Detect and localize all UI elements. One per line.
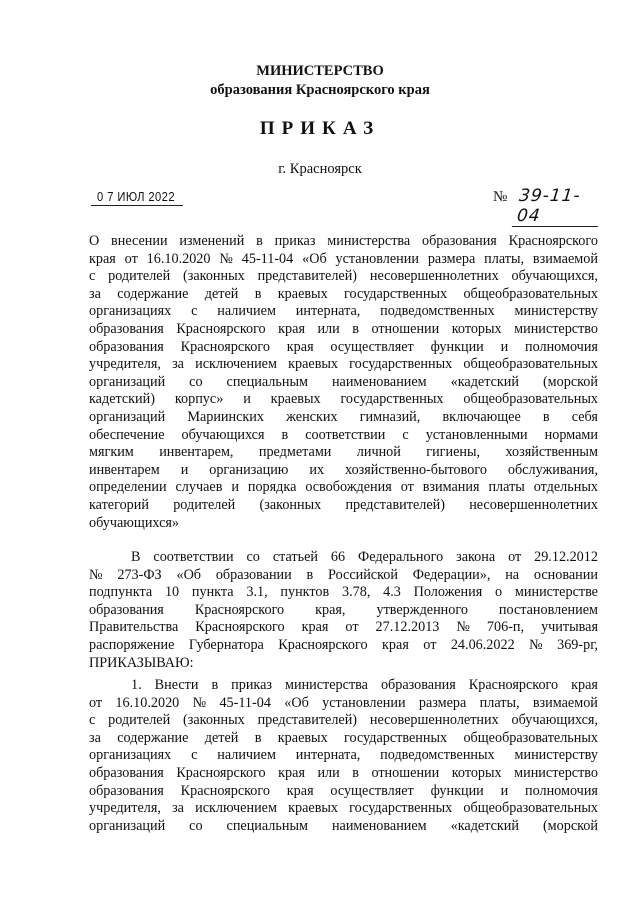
text-line: определении случаев и порядка освобождения от взимания платы отдельных xyxy=(89,479,598,496)
text-line: Правительства Красноярского края от 27.12.2013 № 706-п, учитывая xyxy=(89,619,598,636)
text-line: обеспечение обучающихся в соответствии с установленными нормами xyxy=(89,426,598,443)
text-line: с родителей (законных представителей) несовершеннолетних обучающихся, xyxy=(89,712,598,729)
text-line: ПРИКАЗЫВАЮ: xyxy=(89,654,194,671)
document-date: 0 7 ИЮЛ 2022 xyxy=(91,189,183,206)
text-line: от 16.10.2020 № 45-11-04 «Об установлении размера платы, взимаемой xyxy=(89,694,598,711)
ministry-subtitle: образования Красноярского края xyxy=(210,82,430,98)
text-line: распоряжение Губернатора Красноярского края от 24.06.2022 № 369-рг, xyxy=(89,636,598,653)
text-line: подпункта 10 пункта 3.1, пунктов 3.78, 4.3 Положения о министерстве xyxy=(89,584,598,601)
number-sign: № xyxy=(493,189,508,205)
text-line: организаций со специальным наименованием «кадетский (морской xyxy=(89,373,598,390)
text-line: за содержание детей в краевых государственных общеобразовательных xyxy=(89,729,598,746)
text-line: образования Красноярского края осуществляет функции и полномочия xyxy=(89,782,598,799)
text-line: мягким инвентарем, предметами личной гигиены, хозяйственным xyxy=(89,444,598,461)
text-line: № 273-ФЗ «Об образовании в Российской Федерации», на основании xyxy=(89,566,598,583)
text-line: 1. Внести в приказ министерства образования Красноярского края xyxy=(131,677,598,693)
text-line: учредителя, за исключением краевых государственных общеобразовательных xyxy=(89,800,598,817)
text-line: образования Красноярского края или в отношении которых министерство xyxy=(89,320,598,337)
text-line: с родителей (законных представителей) несовершеннолетних обучающихся, xyxy=(89,268,598,285)
text-line: О внесении изменений в приказ министерства образования Красноярского xyxy=(89,233,598,249)
text-line: В соответствии со статьей 66 Федерального закона от 29.12.2012 xyxy=(131,549,598,565)
text-line: за содержание детей в краевых государственных общеобразовательных xyxy=(89,285,598,302)
document-type-title: ПРИКАЗ xyxy=(259,118,381,139)
text-line: организациях с наличием интерната, подведомственных министерству xyxy=(89,747,598,764)
order-subject xyxy=(89,233,598,532)
text-line: организаций Мариинских женских гимназий, включающее в себя xyxy=(89,408,598,425)
document-number: 39-11-04 xyxy=(512,186,602,227)
preamble-paragraph xyxy=(89,549,598,672)
text-line: учредителя, за исключением краевых государственных общеобразовательных xyxy=(89,356,598,373)
text-line: кадетский) корпус» и краевых государственных общеобразовательных xyxy=(89,391,598,408)
ministry-name: МИНИСТЕРСТВО xyxy=(256,63,384,79)
text-line: образования Красноярского края или в отношении которых министерство xyxy=(89,764,598,781)
ministry-header xyxy=(0,62,640,100)
city-name: г. Красноярск xyxy=(278,161,362,177)
text-line: организаций со специальным наименованием «кадетский (морской xyxy=(89,817,598,834)
item-1-paragraph xyxy=(89,677,598,835)
text-line: образования Красноярского края осуществляет функции и полномочия xyxy=(89,338,598,355)
text-line: образования Красноярского края, утвержденного постановлением xyxy=(89,601,598,618)
text-line: организациях с наличием интерната, подведомственных министерству xyxy=(89,303,598,320)
text-line: категорий родителей (законных представителей) несовершеннолетних xyxy=(89,496,598,513)
text-line: края от 16.10.2020 № 45-11-04 «Об установлении размера платы, взимаемой xyxy=(89,250,598,267)
text-line: инвентарем и организацию их хозяйственно-бытового обслуживания, xyxy=(89,461,598,478)
text-line: обучающихся» xyxy=(89,514,180,531)
